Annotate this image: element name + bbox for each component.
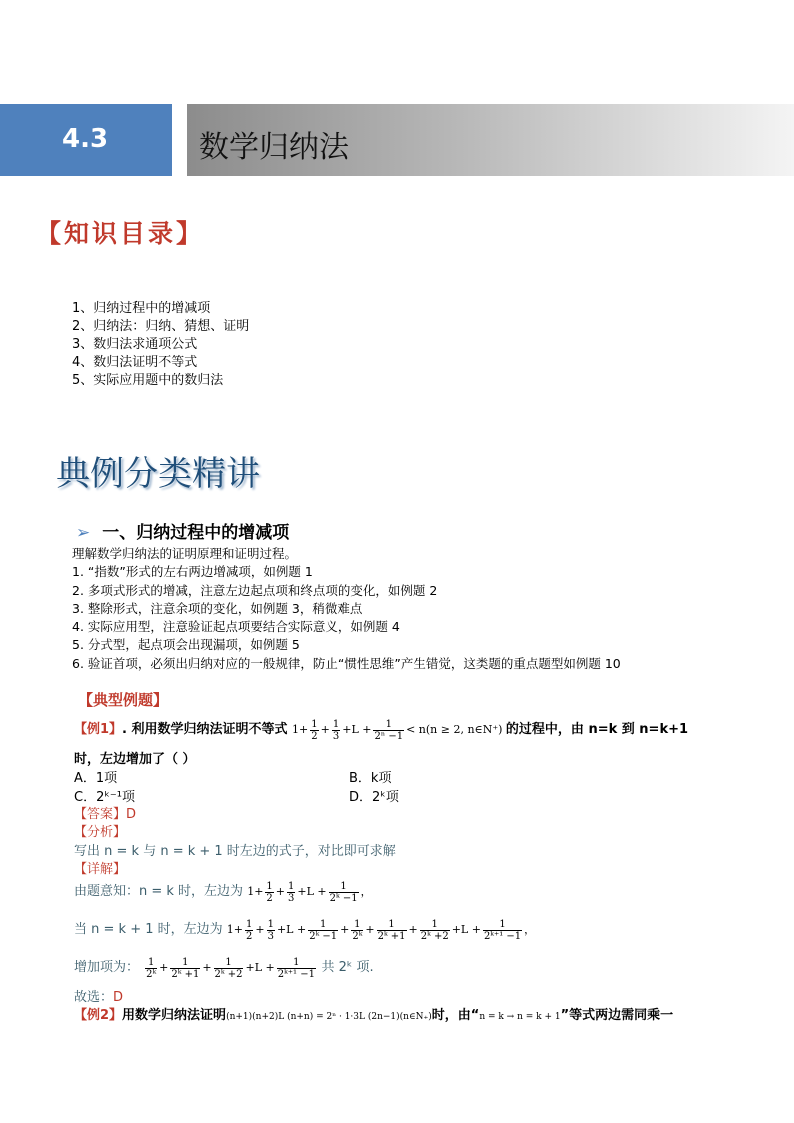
- numerator: 1: [329, 881, 359, 893]
- ex1-tag: 【例1】: [74, 722, 123, 737]
- ex1-lead: . 利用数学归纳法证明不等式: [122, 722, 288, 737]
- typical-examples-heading: 【典型例题】: [78, 691, 169, 709]
- toc-list: [72, 300, 249, 390]
- ex1-option-a: A．1项: [74, 771, 118, 786]
- fraction: [145, 957, 157, 980]
- fraction: [373, 719, 404, 742]
- fraction: [170, 957, 200, 980]
- numerator: 1: [245, 918, 253, 930]
- denominator: 2: [266, 892, 273, 904]
- detail-line-1: [74, 880, 372, 904]
- detail-expr: $\frac{1}{\text{2ᵏ}}$ + $\frac{1}{\text{2ᵏ +1}}$ + $\frac{1}{\text{2ᵏ +2}}$ +L + $\frac{1}{\text{2ᵏ⁺¹ −1}}$: [146, 956, 315, 980]
- math-text: < n(n ≥ 2, n∈N⁺): [406, 723, 503, 736]
- numerator: 1: [145, 957, 157, 969]
- fraction: [329, 881, 359, 904]
- math-text: +L +: [276, 923, 307, 936]
- math-text: +: [320, 723, 330, 736]
- ex2-expression: (n+1)(n+2)L (n+n) = 2ⁿ · 1·3L (2n−1)(n∈N₊): [226, 1012, 432, 1022]
- denominator: 3: [267, 930, 274, 942]
- numerator: 1: [483, 919, 522, 931]
- fraction: [267, 919, 275, 942]
- numerator: 1: [332, 718, 340, 730]
- denominator: 2ᵏ −1: [329, 892, 358, 904]
- detail-tag: 【详解】: [74, 862, 127, 877]
- math-text: ，: [524, 923, 536, 936]
- toc-item: 1、归纳过程中的增减项: [72, 301, 211, 316]
- toc-item: 2、归纳法：归纳、猜想、证明: [72, 319, 250, 334]
- detail-expr: 1+ $\frac{1}{2}$ + $\frac{1}{3}$ +L + $\frac{1}{\text{2ᵏ −1}}$ ，: [247, 880, 372, 904]
- denominator: 2ᵏ: [352, 930, 363, 942]
- point-item: 3. 整除形式，注意余项的变化，如例题 3，稍微难点: [72, 600, 363, 616]
- choose-value: D: [113, 990, 124, 1005]
- section-body: [72, 545, 772, 673]
- section-title-block: [187, 104, 794, 176]
- ex2-tail: ”等式两边需同乘一: [560, 1008, 674, 1023]
- math-text: +L +: [245, 961, 275, 974]
- numerator: 1: [311, 718, 318, 730]
- answer-tag: 【答案】: [74, 807, 127, 822]
- denominator: 2ⁿ −1: [374, 730, 404, 742]
- math-text: +L +: [451, 923, 481, 936]
- ex1-inequality: [292, 718, 506, 742]
- section-intro: 理解数学归纳法的证明原理和证明过程。: [72, 546, 298, 561]
- ex2-step: n = k → n = k + 1: [479, 1012, 561, 1022]
- fraction: [420, 919, 450, 942]
- toc-item: 5、实际应用题中的数归法: [72, 373, 224, 388]
- fraction: [351, 919, 363, 942]
- ex1-option-d: D．2ᵏ项: [349, 790, 399, 805]
- fraction: [332, 719, 340, 742]
- numerator: 1: [373, 719, 404, 731]
- detail-lead: 当 n = k + 1 时，左边为: [74, 922, 223, 937]
- detail-expr: 1+ $\frac{1}{2}$ + $\frac{1}{3}$ +L + $\frac{1}{\text{2ᵏ −1}}$ + $\frac{1}{\text{2ᵏ}}$ + $\frac{1}{\text{2ᵏ +1}}$ + $\frac{1}{\text{2ᵏ +2}}$ +L + $\frac{1}{\text{2ᵏ⁺¹ −1}}$ ，: [226, 918, 536, 942]
- ex1-option-b: B．k项: [349, 771, 392, 786]
- numerator: 1: [267, 918, 274, 930]
- math-text: +L +: [297, 885, 327, 898]
- analysis-text: 写出 n = k 与 n = k + 1 时左边的式子，对比即可求解: [74, 844, 396, 859]
- ex1-question-line1: [74, 718, 688, 742]
- section-heading: [76, 518, 289, 543]
- detail-count: 共 2ᵏ 项.: [321, 960, 374, 975]
- denominator: 2: [245, 930, 253, 942]
- ex1-tail: 的过程中，由 n=k 到 n=k+1: [505, 722, 689, 737]
- answer-value: D: [126, 807, 137, 822]
- numerator: 1: [277, 957, 316, 969]
- numerator: 1: [288, 880, 295, 892]
- math-text: 1+: [226, 923, 243, 936]
- analysis-tag: 【分析】: [74, 825, 127, 840]
- math-text: 1+: [247, 885, 264, 898]
- denominator: 3: [288, 892, 295, 904]
- fraction: [483, 919, 522, 942]
- detail-line-2: [74, 918, 535, 942]
- denominator: 2ᵏ⁺¹ −1: [483, 930, 522, 942]
- denominator: 2ᵏ +2: [420, 930, 449, 942]
- arrow-bullet-icon: ➢: [76, 523, 91, 543]
- toc-item: 3、数归法求通项公式: [72, 337, 198, 352]
- section-number-block: [0, 104, 172, 176]
- fraction: [287, 881, 295, 904]
- point-item: 5. 分式型，起点项会出现漏项，如例题 5: [72, 637, 300, 653]
- numerator: 1: [170, 957, 200, 969]
- fraction: [377, 919, 407, 942]
- ex2-tag: 【例2】: [74, 1008, 123, 1023]
- ex2-question-line1: [74, 1004, 673, 1023]
- detail-lead: 增加项为：: [74, 960, 140, 975]
- point-item: 1. “指数”形式的左右两边增减项，如例题 1: [72, 564, 313, 580]
- ex1-option-c: C．2ᵏ⁻¹项: [74, 790, 135, 805]
- point-item: 2. 多项式形式的增减，注意左边起点项和终点项的变化，如例题 2: [72, 582, 438, 598]
- denominator: 2ᵏ +1: [377, 930, 406, 942]
- section-title: 数学归纳法: [199, 130, 349, 165]
- ex2-mid: 时，由“: [431, 1008, 480, 1023]
- numerator: 1: [266, 880, 273, 892]
- denominator: 2: [311, 730, 318, 742]
- point-item: 6. 验证首项，必须出归纳对应的一般规律，防止“惯性思维”产生错觉，这类题的重点题型如例题 10: [72, 655, 621, 671]
- denominator: 2ᵏ: [146, 968, 157, 980]
- numerator: 1: [377, 919, 407, 931]
- fraction: [310, 719, 318, 742]
- ex1-question-line2: 时，左边增加了（ ）: [74, 752, 196, 767]
- denominator: 3: [332, 730, 340, 742]
- toc-item: 4、数归法证明不等式: [72, 355, 198, 370]
- choose-label: 故选：: [74, 990, 114, 1005]
- section-heading-text: 一、归纳过程中的增减项: [102, 523, 290, 543]
- detail-line-3: [74, 956, 374, 980]
- fraction: [265, 881, 273, 904]
- denominator: 2ᵏ −1: [309, 930, 338, 942]
- answer-line: [74, 803, 136, 822]
- numerator: 1: [308, 919, 338, 931]
- numerator: 1: [351, 919, 363, 931]
- fraction: [308, 919, 338, 942]
- denominator: 2ᵏ⁺¹ −1: [277, 968, 315, 980]
- numerator: 1: [420, 919, 450, 931]
- choose-line: [74, 986, 123, 1005]
- fraction: [277, 957, 316, 980]
- denominator: 2ᵏ +2: [214, 968, 243, 980]
- numerator: 1: [214, 957, 244, 969]
- toc-title: 【知识目录】: [36, 219, 205, 248]
- denominator: 2ᵏ +1: [171, 968, 200, 980]
- math-text: 1+: [292, 723, 309, 736]
- section-number: 4.3: [62, 124, 109, 154]
- fraction: [245, 919, 253, 942]
- point-item: 4. 实际应用型，注意验证起点项要结合实际意义，如例题 4: [72, 619, 400, 635]
- ex2-lead: 用数学归纳法证明: [122, 1008, 227, 1023]
- main-heading: 典例分类精讲: [56, 454, 260, 494]
- math-text: +L +: [342, 723, 372, 736]
- detail-lead: 由题意知：n = k 时，左边为: [74, 884, 244, 899]
- math-text: ，: [360, 885, 372, 898]
- fraction: [214, 957, 244, 980]
